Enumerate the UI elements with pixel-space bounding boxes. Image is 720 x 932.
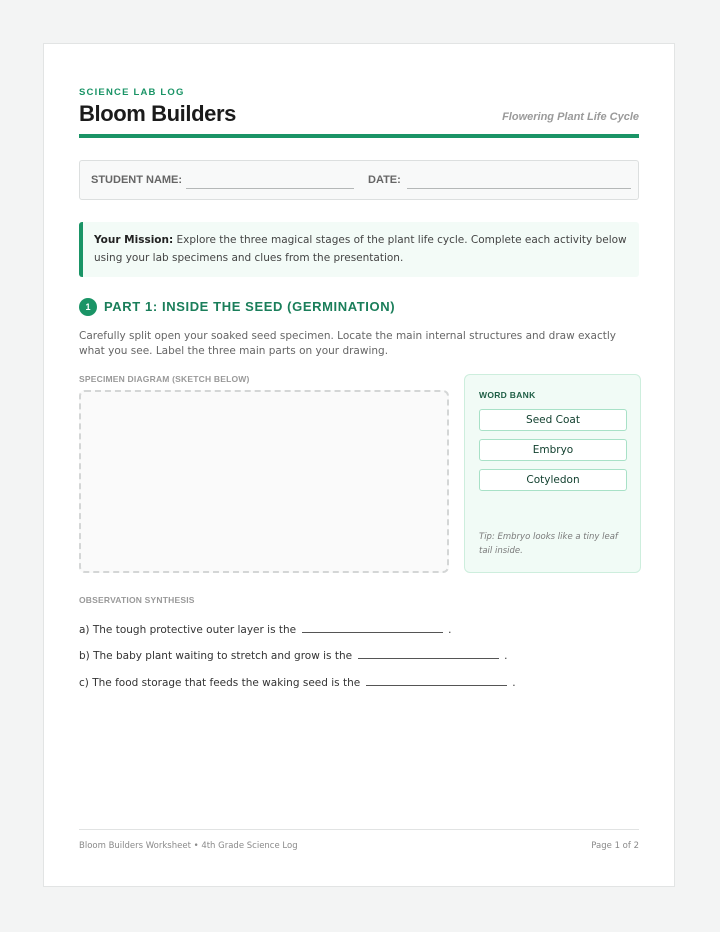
answer-blank[interactable] xyxy=(366,673,507,686)
part-number-badge: 1 xyxy=(79,298,97,316)
diagram-label: SPECIMEN DIAGRAM (SKETCH BELOW) xyxy=(79,374,250,384)
page-title: Bloom Builders xyxy=(79,101,236,126)
header-kicker: SCIENCE LAB LOG xyxy=(79,87,185,98)
word-bank-tip: Tip: Embryo looks like a tiny leaf tail inside. xyxy=(479,532,618,556)
student-info-box xyxy=(79,160,639,200)
question-suffix: . xyxy=(512,677,516,689)
mission-text: Explore the three magical stages of the plant life cycle. Complete each activity below using your lab specimens and clues from the presentation. xyxy=(94,234,627,264)
mission-callout xyxy=(79,222,639,277)
question-text: b) The baby plant waiting to stretch and grow is the xyxy=(79,650,353,662)
worksheet-page xyxy=(43,43,675,887)
footer-rule xyxy=(79,829,639,830)
question-suffix: . xyxy=(504,650,508,662)
page-number: Page 1 of 2 xyxy=(591,841,639,851)
page-subtitle: Flowering Plant Life Cycle xyxy=(502,111,639,123)
sketch-area[interactable] xyxy=(79,390,449,573)
part-intro: Carefully split open your soaked seed specimen. Locate the main internal structures and draw exactly what you see. Label the three main parts on your drawing. xyxy=(79,330,616,357)
date-field[interactable] xyxy=(407,188,631,189)
answer-blank[interactable] xyxy=(358,646,499,659)
mission-label: Your Mission: xyxy=(94,234,174,246)
date-label: DATE: xyxy=(368,174,401,186)
header-rule xyxy=(79,134,639,138)
question-a xyxy=(79,620,451,636)
student-name-label: STUDENT NAME: xyxy=(91,174,183,186)
footer-title: Bloom Builders Worksheet • 4th Grade Science Log xyxy=(79,841,298,851)
student-name-field[interactable] xyxy=(186,188,354,189)
part-title: PART 1: INSIDE THE SEED (GERMINATION) xyxy=(104,299,396,314)
observation-label: OBSERVATION SYNTHESIS xyxy=(79,595,195,605)
word-bank-item: Embryo xyxy=(479,439,627,461)
word-bank-title: WORD BANK xyxy=(479,390,536,400)
page-content xyxy=(79,44,639,886)
question-text: a) The tough protective outer layer is the xyxy=(79,624,297,636)
question-c xyxy=(79,673,516,689)
question-b xyxy=(79,646,507,662)
answer-blank[interactable] xyxy=(302,620,443,633)
word-bank-item: Cotyledon xyxy=(479,469,627,491)
word-bank xyxy=(464,374,641,573)
question-text: c) The food storage that feeds the waking seed is the xyxy=(79,677,361,689)
question-suffix: . xyxy=(448,624,452,636)
word-bank-item: Seed Coat xyxy=(479,409,627,431)
